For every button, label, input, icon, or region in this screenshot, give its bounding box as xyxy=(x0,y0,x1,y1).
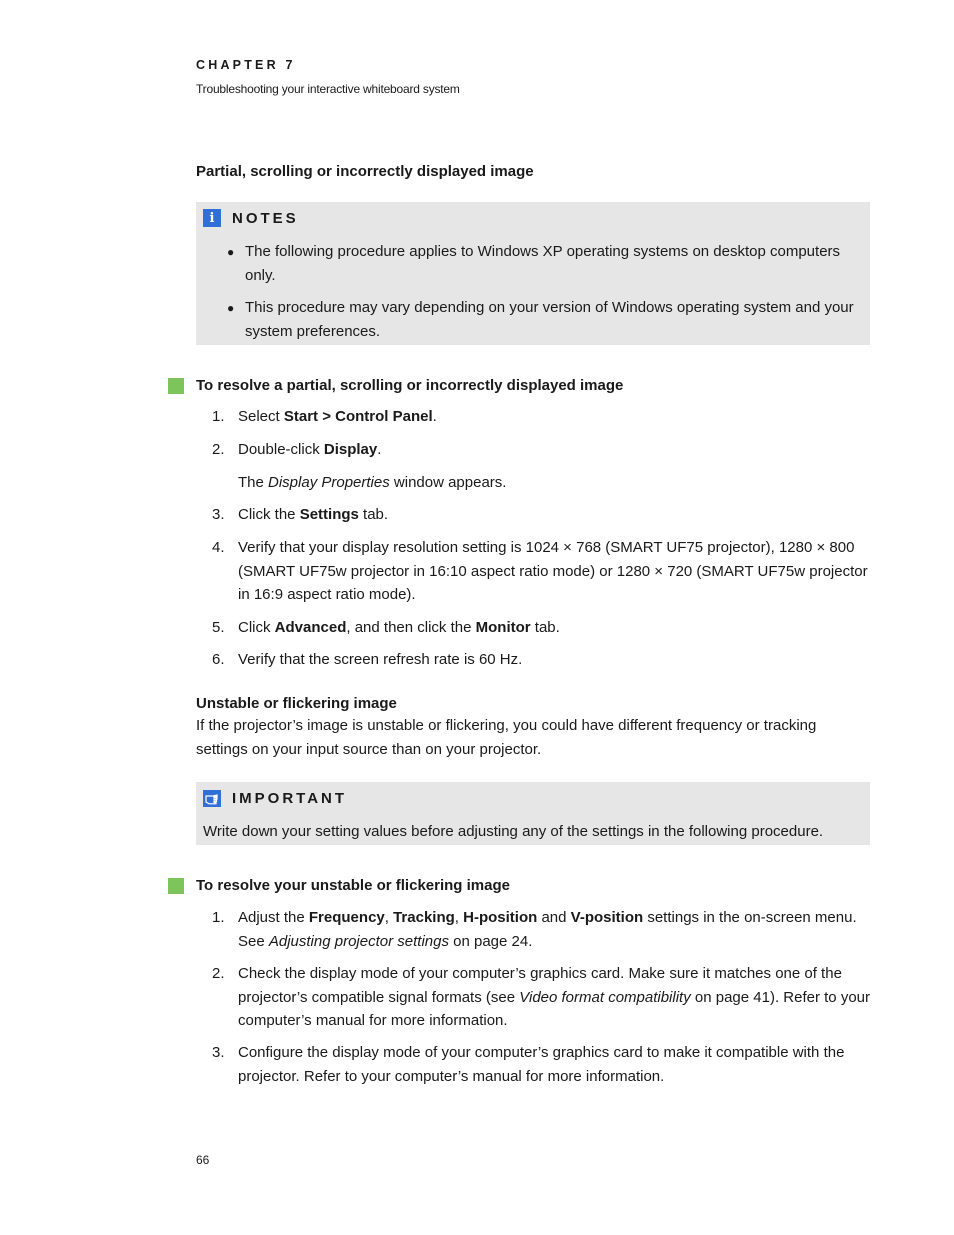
step-text: Double-click Display. xyxy=(238,441,382,458)
step-number: 3. xyxy=(212,506,225,523)
step-text: Verify that your display resolution setting is 1024 × 768 (SMART UF75 projector), 1280 × 800 (SMART UF75w projector in 16:10 aspect ratio mode) or 1280 × 720 (SMART UF75w projector in 16:9 aspect ratio mode). xyxy=(238,539,868,603)
chapter-label: CHAPTER 7 xyxy=(196,58,296,72)
bullet-icon: ● xyxy=(227,245,235,259)
step-item xyxy=(212,616,872,640)
pointing-hand-icon xyxy=(203,790,221,807)
section-heading-partial-image: Partial, scrolling or incorrectly displayed image xyxy=(196,163,534,180)
notes-label: NOTES xyxy=(232,209,299,227)
step-result-text: The Display Properties window appears. xyxy=(238,474,507,491)
step-number: 6. xyxy=(212,651,225,668)
chapter-subtitle: Troubleshooting your interactive whiteboard system xyxy=(196,82,460,96)
section-heading-unstable-image: Unstable or flickering image xyxy=(196,695,397,712)
step-text: Select Start > Control Panel. xyxy=(238,408,437,425)
step-item xyxy=(212,1041,872,1088)
step-number: 5. xyxy=(212,619,225,636)
important-text: Write down your setting values before adjusting any of the settings in the following procedure. xyxy=(203,823,824,840)
step-item xyxy=(212,405,872,429)
step-number: 4. xyxy=(212,539,225,556)
step-text: Adjust the Frequency, Tracking, H-position and V-position settings in the on-screen menu. See Adjusting projector settings on page 24. xyxy=(238,909,857,950)
step-text: Click the Settings tab. xyxy=(238,506,389,523)
important-box xyxy=(196,782,870,845)
step-item xyxy=(212,536,872,607)
cross-reference-link[interactable]: Video format compatibility xyxy=(519,988,691,1006)
procedure-square-icon xyxy=(168,878,184,894)
section-intro: If the projector’s image is unstable or flickering, you could have different frequency or tracking settings on your input source than on your projector. xyxy=(196,717,817,758)
step-number: 2. xyxy=(212,441,225,458)
notes-box xyxy=(196,202,870,345)
note-item xyxy=(227,296,857,344)
info-icon: i xyxy=(203,209,221,227)
step-result xyxy=(212,471,872,495)
step-number: 3. xyxy=(212,1044,225,1061)
step-item xyxy=(212,906,872,953)
note-text: This procedure may vary depending on your version of Windows operating system and your system preferences. xyxy=(245,299,854,340)
procedure-title-unstable-image: To resolve your unstable or flickering image xyxy=(196,877,510,894)
step-number: 2. xyxy=(212,965,225,982)
note-text: The following procedure applies to Windows XP operating systems on desktop computers only. xyxy=(245,243,841,284)
step-number: 1. xyxy=(212,909,225,926)
step-text: Verify that the screen refresh rate is 60 Hz. xyxy=(238,651,523,668)
step-text: Check the display mode of your computer’s graphics card. Make sure it matches one of the projector’s compatible signal formats (see Video format compatibility on page 41). Refer to your computer’s manual for more information. xyxy=(238,965,870,1029)
step-item xyxy=(212,648,872,672)
cross-reference-link[interactable]: Adjusting projector settings xyxy=(268,932,449,950)
step-text: Configure the display mode of your computer’s graphics card to make it compatible with the projector. Refer to your computer’s manual for more information. xyxy=(238,1044,845,1085)
step-number: 1. xyxy=(212,408,225,425)
procedure-square-icon xyxy=(168,378,184,394)
step-item xyxy=(212,962,872,1033)
procedure-title-partial-image: To resolve a partial, scrolling or incorrectly displayed image xyxy=(196,377,624,394)
step-item xyxy=(212,438,872,462)
bullet-icon: ● xyxy=(227,301,235,315)
step-text: Click Advanced, and then click the Monitor tab. xyxy=(238,619,560,636)
note-item xyxy=(227,240,857,288)
page-number: 66 xyxy=(196,1153,210,1167)
step-item xyxy=(212,503,872,527)
important-label: IMPORTANT xyxy=(232,789,348,807)
